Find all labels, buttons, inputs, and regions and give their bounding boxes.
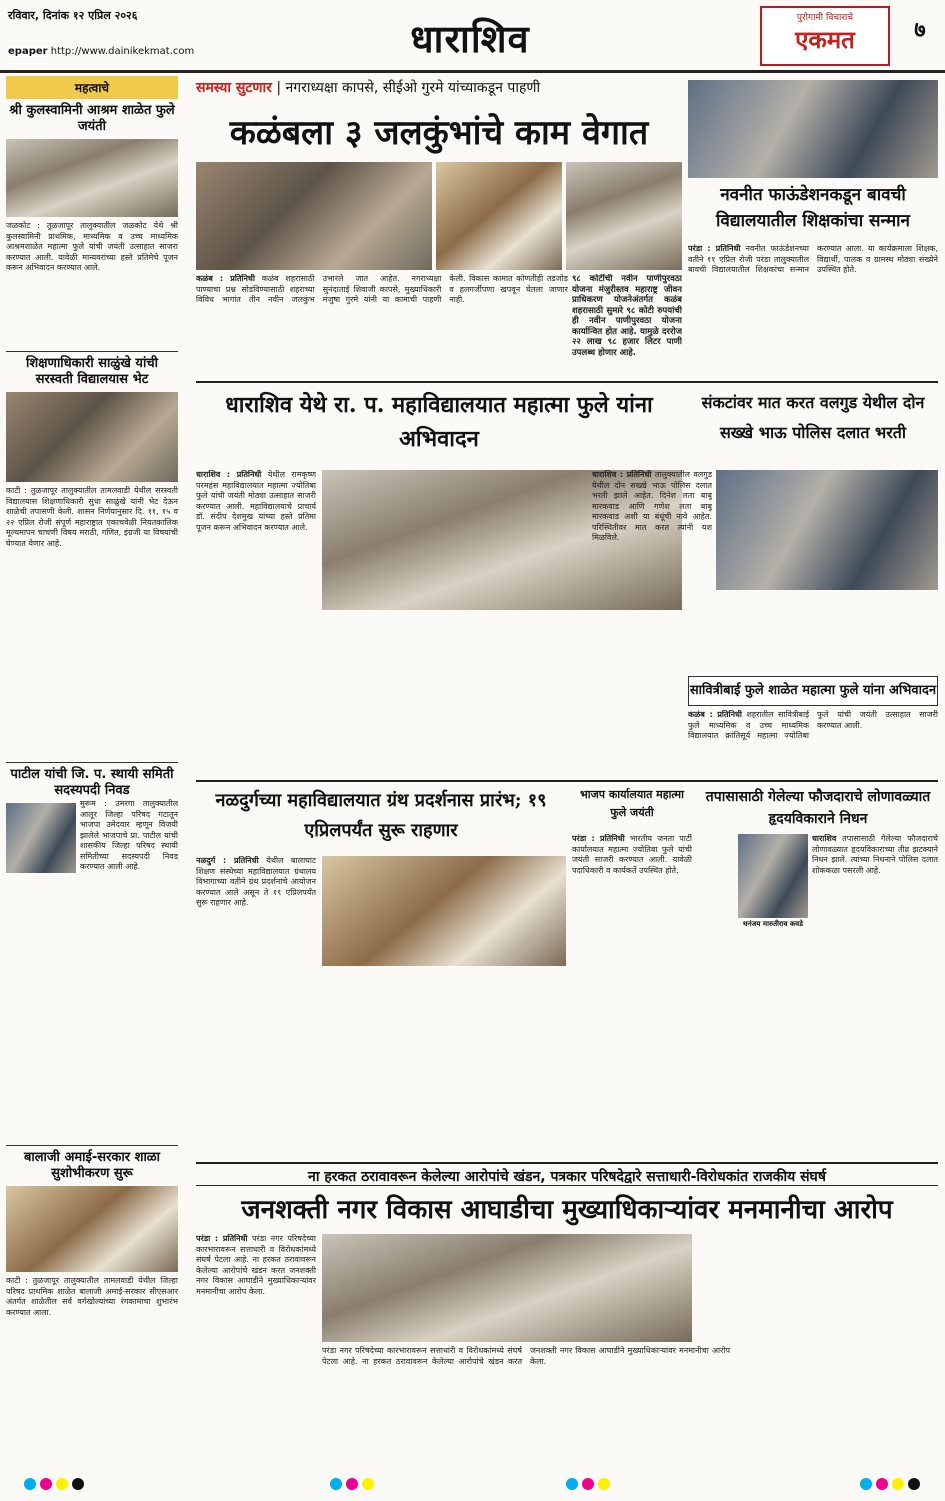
story-photo — [716, 470, 938, 590]
byline: परंडा : प्रतिनिधी — [572, 834, 625, 843]
story-text: येथील बालाघाट शिक्षण संस्थेच्या महाविद्यालयात ग्रंथालय विभागाच्या वतीने ग्रंथ प्रदर्शनाचे आयोजन करण्यात आले असून ते १९ एप्रिलपर्यंत सुरू राहणार आहे. — [196, 856, 316, 907]
brand-logo — [760, 6, 890, 66]
story-text: काटी : तुळजापूर तालुक्यातील तामलवाडी येथील सरस्वती विद्यालयास शिक्षणाधिकारी सुधा साळुंखे यांनी भेट देऊन शाळेची तपासणी केली. शासन निर्णयानुसार दि. ११, १५ व २२ एप्रिल रोजी संपूर्ण महाराष्ट्रात एकाचवेळी नियतकालिक मूल्यमापन चाचणी विषय मराठी, गणित, इंग्रजी या विषयांची घेण्यात येणार आहे. — [6, 486, 178, 548]
byline: परंडा : प्रतिनिधी — [688, 244, 741, 253]
registration-dot — [582, 1478, 594, 1490]
headline-bjp: भाजप कार्यालयात महात्मा फुले जयंती — [580, 788, 684, 819]
brand-name: एकमत — [795, 25, 855, 54]
header-rule — [0, 70, 945, 73]
story-photo — [738, 834, 808, 918]
story-body — [812, 834, 938, 1154]
story-photo — [6, 139, 178, 217]
story-heading: बालाजी अमाई-सरकार शाळा सुशोभीकरण सुरू — [6, 1145, 178, 1182]
kicker: समस्या सुटणार — [196, 80, 272, 96]
page-number: ७ — [914, 18, 926, 43]
headline-main: कळंबला ३ जलकुंभांचे काम वेगात — [229, 113, 649, 153]
registration-dot — [72, 1478, 84, 1490]
story-text: येथील रामकृष्ण परमहंस महाविद्यालयात महात्मा ज्योतिबा फुले यांची जयंती मोठ्या उत्साहात साजरी करण्यात आली. महाविद्यालयाचे प्राचार्य डॉ. संदीप देशमुख यांच्या हस्ते प्रतिमा पूजन करून अभिवादन करण्यात आले. — [196, 470, 316, 532]
registration-dot — [860, 1478, 872, 1490]
epaper-link[interactable] — [8, 46, 194, 57]
byline: धाराशिव : प्रतिनिधी — [196, 470, 262, 479]
story-photo — [6, 803, 76, 873]
headline-navneet: नवनीत फाऊंडेशनकडून बावची विद्यालयातील शिक्षकांचा सन्मान — [716, 185, 910, 231]
story-text: तालुक्यातील वलगुड येथील दोन सख्खे भाऊ पोलिस दलात भरती झाले आहेत. दिनेश लता बाबू मारकवाड आणि गणेश लता बाबू मारकवाड अशी या बंधूंची नावे आहेत. परिस्थितीवर मात करत त्यांनी यश मिळविले. — [592, 470, 712, 542]
byline: नळदुर्ग : प्रतिनिधी — [196, 856, 259, 865]
story-heading: पाटील यांची जि. प. स्थायी समिती सदस्यपदी निवड — [6, 762, 178, 799]
story-body — [196, 470, 316, 760]
registration-dot — [876, 1478, 888, 1490]
strip-headline: ना हरकत ठरावावरून केलेल्या आरोपांचे खंडन, पत्रकार परिषदेद्वारे सत्ताधारी-विरोधकांत राजकीय संघर्ष — [196, 1162, 938, 1186]
section-rule — [196, 780, 938, 782]
byline: धाराशिव : प्रतिनिधी — [592, 470, 652, 479]
story-heading: श्री कुलस्वामिनी आश्रम शाळेत फुले जयंती — [9, 103, 175, 134]
section-label: महत्वाचे — [6, 76, 178, 99]
story-body — [572, 834, 692, 1154]
byline: परंडा : प्रतिनिधी — [196, 1234, 248, 1243]
registration-dot — [892, 1478, 904, 1490]
edition-date: रविवार, दिनांक १२ एप्रिल २०२६ — [8, 9, 138, 22]
story-continuation — [322, 1346, 938, 1460]
story-text: शहरातील सावित्रीबाई फुले माध्यमिक व उच्च माध्यमिक विद्यालयात क्रांतिसूर्य महात्मा ज्योतिबा फुले यांची जयंती उत्साहात साजरी करण्यात आली. — [688, 710, 938, 740]
story-heading: शिक्षणाधिकारी साळुंखे यांची सरस्वती विद्यालयास भेट — [6, 351, 178, 388]
story-text: जळकोट : तुळजापूर तालुक्यातील जळकोट येथे श्री कुलस्वामिनी प्राथमिक, माध्यमिक व उच्च माध्यमिक आश्रमशाळेत महात्मा फुले यांची जयंती उत्साहात साजरा करण्यात आली. यावेळी मान्यवरांच्या हस्ते प्रतिमेचे पूजन करून अभिवादन करण्यात आले. — [6, 221, 178, 272]
registration-dot — [346, 1478, 358, 1490]
byline: कळंब : प्रतिनिधी — [688, 710, 743, 719]
story-photo — [566, 162, 682, 270]
story-body — [196, 274, 568, 376]
registration-dot — [24, 1478, 36, 1490]
story-text: परंडा नगर परिषदेच्या कारभारावरून सत्ताधारी व विरोधकांमध्ये संघर्ष पेटला आहे. ना हरकत ठरावावरून केलेल्या आरोपांचे खंडन करत जनशक्ती नगर विकास आघाडीने मुख्याधिकाऱ्यांवर मनमानीचा आरोप केला. — [322, 1346, 730, 1366]
story-text: नवनीत फाऊंडेशनच्या वतीने ११ एप्रिल रोजी परंडा तालुक्यातील बावची विद्यालयातील शिक्षकांचा सन्मान करण्यात आला. या कार्यक्रमाला शिक्षक, विद्यार्थी, पालक व ग्रामस्थ मोठ्या संख्येने उपस्थित होते. — [688, 244, 938, 274]
story-text: परंडा नगर परिषदेच्या कारभारावरून सत्ताधारी व विरोधकांमध्ये संघर्ष पेटला आहे. ना हरकत ठरावावरून केलेल्या आरोपांचे खंडन करत जनशक्ती नगर विकास आघाडीने मुख्याधिकाऱ्यांवर मनमानीचा आरोप केला. — [196, 1234, 316, 1296]
story-body — [196, 1234, 316, 1460]
epaper-label: epaper — [8, 46, 48, 57]
masthead-title: धाराशिव — [410, 16, 530, 61]
section-rule — [196, 381, 938, 383]
story-text: कळंब शहरासाठी पाण्याचा प्रश्न सोडविण्यासाठी शहराच्या विविध भागांत तीन नवीन जलकुंभ उभारले जात आहेत. नगराध्यक्षा सुनंदाताई शिवाजी कापसे, मुख्याधिकारी मंजुषा गुरमे यांनी या कामाची पाहणी केली. विकास कामात कोणतीही तडजोड व हलगर्जीपणा खपवून घेतला जाणार नाही. — [196, 274, 568, 304]
story-photo — [436, 162, 562, 270]
kicker-row: समस्या सुटणार | नगराध्यक्षा कापसे, सीईओ गुरमे यांच्याकडून पाहणी — [196, 80, 541, 96]
story-text: तपासासाठी गेलेल्या फौजदाराचे लोणावळ्यात हृदयविकाराच्या तीव्र झटक्याने निधन झाले. त्यांच्या निधनाने पोलिस दलात शोककळा पसरली आहे. — [812, 834, 938, 875]
story-photo — [6, 392, 178, 482]
print-marks — [0, 1468, 945, 1501]
registration-dot — [598, 1478, 610, 1490]
registration-dot — [908, 1478, 920, 1490]
headline-janashakti: जनशक्ती नगर विकास आघाडीचा मुख्याधिकाऱ्यांवर मनमानीचा आरोप — [241, 1195, 893, 1225]
story-photo — [322, 1234, 692, 1342]
story-text: भारतीय जनता पार्टी कार्यालयात महात्मा ज्योतिबा फुले यांची जयंती साजरी करण्यात आली. यावेळी पदाधिकारी व कार्यकर्ते उपस्थित होते. — [572, 834, 692, 875]
story-text: मुरूम : उमरगा तालुक्यातील आलूर जिल्हा परिषद गटातून भाजपा उमेदवार म्हणून विजयी झालेले भाजपाचे प्रा. पाटील यांची शासकीय जिल्हा परिषद स्थायी समितीच्या सदस्यपदी निवड करण्यात आली आहे. — [80, 799, 178, 871]
left-column — [6, 76, 178, 1466]
photo-caption: धनंजय मारुतीराव कवडे — [743, 920, 803, 928]
story-body — [592, 470, 712, 590]
story-photo — [322, 856, 566, 966]
headline-savitribai: सावित्रीबाई फुले शाळेत महात्मा फुले यांना अभिवादन — [688, 676, 938, 706]
registration-dot — [362, 1478, 374, 1490]
story-photo — [688, 80, 938, 178]
kicker-subhead: नगराध्यक्षा कापसे, सीईओ गुरमे यांच्याकडून पाहणी — [285, 80, 541, 96]
side-box: ९८ कोटींची नवीन पाणीपुरवठा योजना मंजुरीस्तव महाराष्ट्र जीवन प्राधिकरण योजनेअंतर्गत कळंब शहरासाठी सुमारे ९८ कोटी रुपयांची ही नवीन पाणीपुरवठा योजना कार्यान्वित होत आहे. यामुळे दररोज २२ लाख ९८ हजार लिटर पाणी उपलब्ध होणार आहे. — [572, 274, 682, 358]
byline: धाराशिव — [812, 834, 837, 843]
headline-faujdar: तपासासाठी गेलेल्या फौजदाराचे लोणावळ्यात हृदयविकाराने निधन — [705, 789, 931, 827]
story-photo — [6, 1186, 178, 1272]
registration-dot — [56, 1478, 68, 1490]
website-url[interactable]: http://www.dainikekmat.com — [50, 46, 195, 57]
headline-naldurg: नळदुर्गच्या महाविद्यालयात ग्रंथ प्रदर्शनास प्रारंभ; १९ एप्रिलपर्यंत सुरू राहणार — [215, 790, 547, 841]
registration-dot — [40, 1478, 52, 1490]
registration-dot — [330, 1478, 342, 1490]
headline-rp-college: धाराशिव येथे रा. प. महाविद्यालयात महात्मा फुले यांना अभिवादन — [225, 392, 653, 452]
story-body — [196, 856, 316, 966]
story-body — [688, 710, 938, 776]
story-text: काटी : तुळजापूर तालुक्यातील तामलवाडी येथील जिल्हा परिषद प्राथमिक शाळेत बालाजी अमाई-सरकार सीएसआर अंतर्गत शाळेतील सर्व वर्गखोल्यांच्या रंगकामाचा शुभारंभ करण्यात आला. — [6, 1276, 178, 1317]
byline: कळंब : प्रतिनिधी — [196, 274, 255, 283]
story-body — [688, 244, 938, 376]
story-photo — [196, 162, 432, 270]
headline-police: संकटांवर मात करत वलगुड येथील दोन सख्खे भाऊ पोलिस दलात भरती — [701, 393, 925, 442]
brand-tagline: पुरोगामी विचाराचे — [796, 13, 854, 23]
registration-dot — [566, 1478, 578, 1490]
